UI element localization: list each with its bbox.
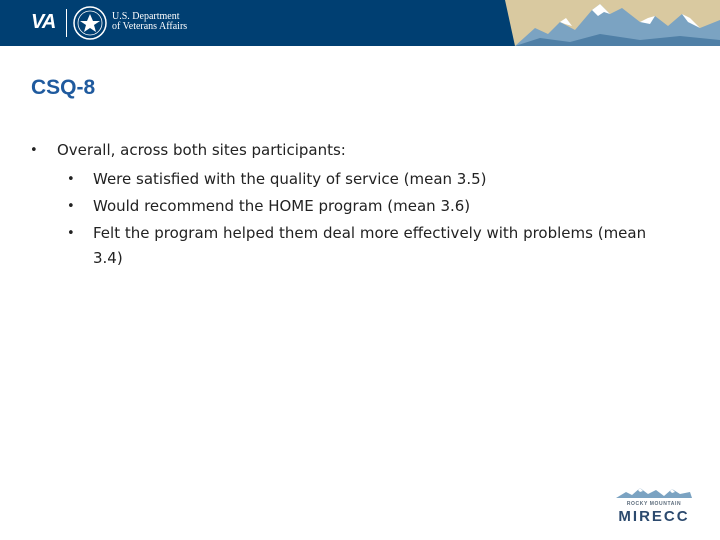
va-logo: VA bbox=[31, 11, 56, 33]
bullet-text: Overall, across both sites participants: bbox=[57, 141, 346, 159]
bullet-item bbox=[30, 136, 670, 165]
sub-bullet-item bbox=[30, 165, 670, 192]
department-line-2: of Veterans Affairs bbox=[112, 21, 188, 32]
header-divider bbox=[66, 9, 67, 37]
sub-bullet-item bbox=[30, 219, 670, 271]
sub-bullet-text: Were satisfied with the quality of service (mean 3.5) bbox=[93, 170, 487, 188]
mirecc-logo-line-2: MIRECC bbox=[618, 508, 690, 525]
sub-bullet-text: Felt the program helped them deal more effectively with problems (mean 3.4) bbox=[93, 224, 647, 267]
header-mountain-background bbox=[0, 0, 720, 46]
mirecc-logo bbox=[612, 484, 696, 526]
header-banner bbox=[0, 0, 720, 46]
bullet-icon: • bbox=[67, 172, 75, 187]
bullet-icon: • bbox=[67, 199, 75, 214]
mirecc-logo-line-1: ROCKY MOUNTAIN bbox=[626, 501, 682, 507]
department-line-1: U.S. Department bbox=[112, 11, 180, 22]
bullet-icon: • bbox=[30, 143, 38, 158]
bullet-list bbox=[30, 136, 670, 271]
sub-bullet-item bbox=[30, 192, 670, 219]
slide-title: CSQ-8 bbox=[31, 76, 96, 99]
department-name bbox=[112, 12, 187, 32]
sub-bullet-text: Would recommend the HOME program (mean 3.6) bbox=[93, 197, 471, 215]
bullet-icon: • bbox=[67, 226, 75, 241]
va-seal-icon bbox=[72, 5, 108, 41]
